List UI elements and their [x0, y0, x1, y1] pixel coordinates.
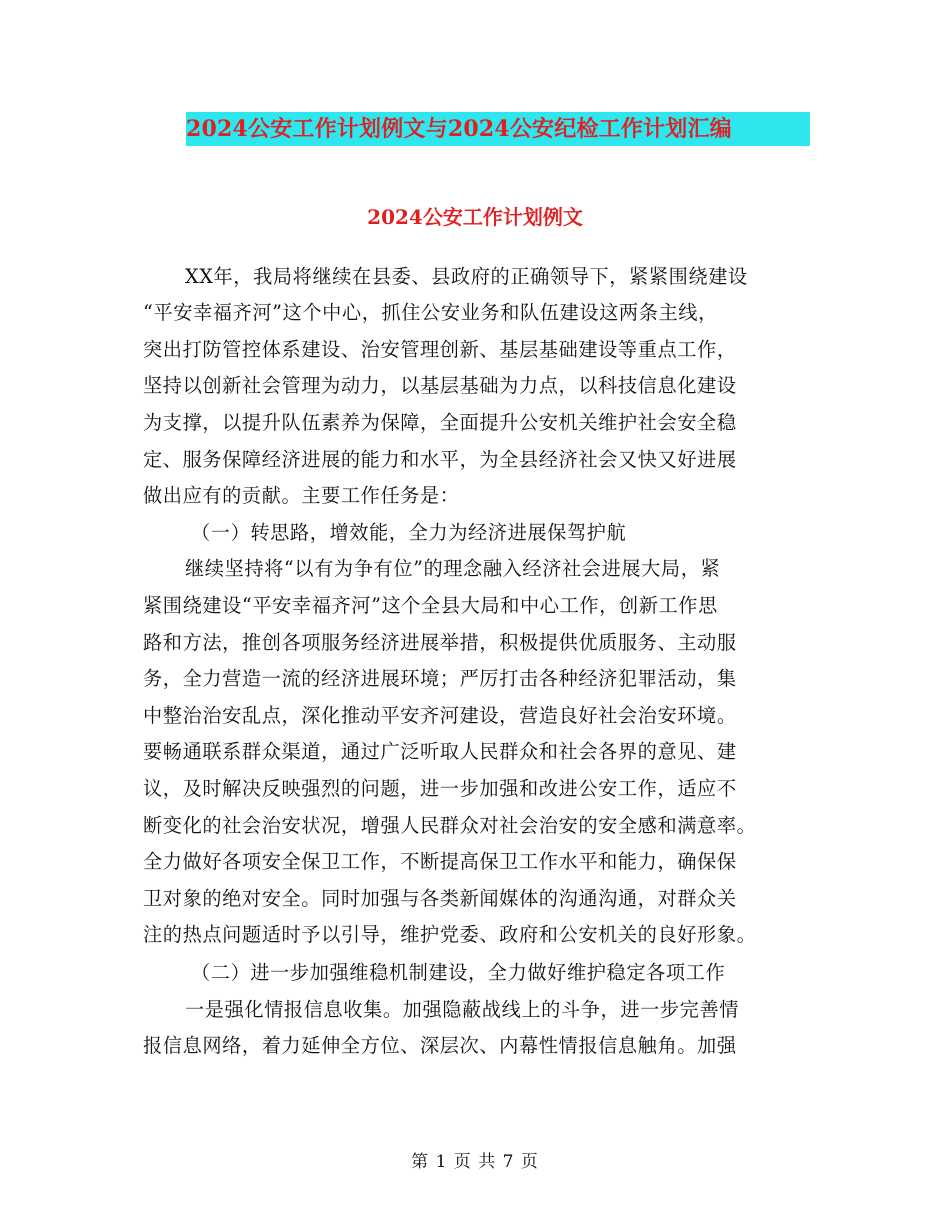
body-text-block-2	[143, 955, 803, 1065]
paragraph-line: 坚持以创新社会管理为动力，以基层基础为力点，以科技信息化建设	[143, 374, 737, 398]
paragraph-line: 为支撑，以提升队伍素养为保障，全面提升公安机关维护社会安全稳	[143, 410, 737, 434]
paragraph-line: 定、服务保障经济进展的能力和水平，为全县经济社会又快又好进展	[143, 447, 737, 471]
paragraph-line: 做出应有的贡献。主要工作任务是：	[143, 484, 460, 508]
paragraph-line: 继续坚持将“以有为争有位”的理念融入经济社会进展大局，紧	[185, 557, 721, 581]
subheading-line: （二）进一步加强维稳机制建设，全力做好维护稳定各项工作	[191, 961, 726, 984]
paragraph-line: 突出打防管控体系建设、治安管理创新、基层基础建设等重点工作，	[143, 337, 737, 361]
subheading-line: （一）转思路，增效能，全力为经济进展保驾护航	[191, 520, 627, 544]
paragraph-line: 断变化的社会治安状况，增强人民群众对社会治安的安全感和满意率。	[143, 813, 757, 837]
paragraph-line: 报信息网络，着力延伸全方位、深层次、内幕性情报信息触角。加强	[143, 1034, 737, 1058]
document-title: 2024公安工作计划例文与2024公安纪检工作计划汇编	[186, 112, 810, 146]
paragraph-line: 紧围绕建设“平安幸福齐河”这个全县大局和中心工作，创新工作思	[143, 593, 718, 617]
paragraph-line: 注的热点问题适时予以引导，维护党委、政府和公安机关的良好形象。	[143, 923, 757, 947]
paragraph-line: “平安幸福齐河”这个中心，抓住公安业务和队伍建设这两条主线，	[143, 301, 718, 325]
paragraph-line: 议，及时解决反映强烈的问题，进一步加强和改进公安工作，适应不	[143, 776, 737, 800]
paragraph-line: XX年，我局将继续在县委、县政府的正确领导下，紧紧围绕建设	[185, 264, 748, 288]
page-number-footer: 第 1 页 共 7 页	[411, 1152, 539, 1172]
body-text-block-1	[143, 222, 803, 954]
section-title: 2024公安工作计划例文	[367, 205, 583, 229]
paragraph-line: 中整治治安乱点，深化推动平安齐河建设，营造良好社会治安环境。	[143, 703, 737, 727]
paragraph-line: 要畅通联系群众渠道，通过广泛听取人民群众和社会各界的意见、建	[143, 740, 737, 764]
paragraph-line: 全力做好各项安全保卫工作，不断提高保卫工作水平和能力，确保保	[143, 850, 737, 874]
paragraph-line: 务，全力营造一流的经济进展环境；严厉打击各种经济犯罪活动，集	[143, 667, 737, 691]
paragraph-line: 路和方法，推创各项服务经济进展举措，积极提供优质服务、主动服	[143, 630, 737, 654]
paragraph-line: 卫对象的绝对安全。同时加强与各类新闻媒体的沟通沟通，对群众关	[143, 886, 737, 910]
paragraph-line: 一是强化情报信息收集。加强隐蔽战线上的斗争，进一步完善情	[185, 997, 740, 1021]
